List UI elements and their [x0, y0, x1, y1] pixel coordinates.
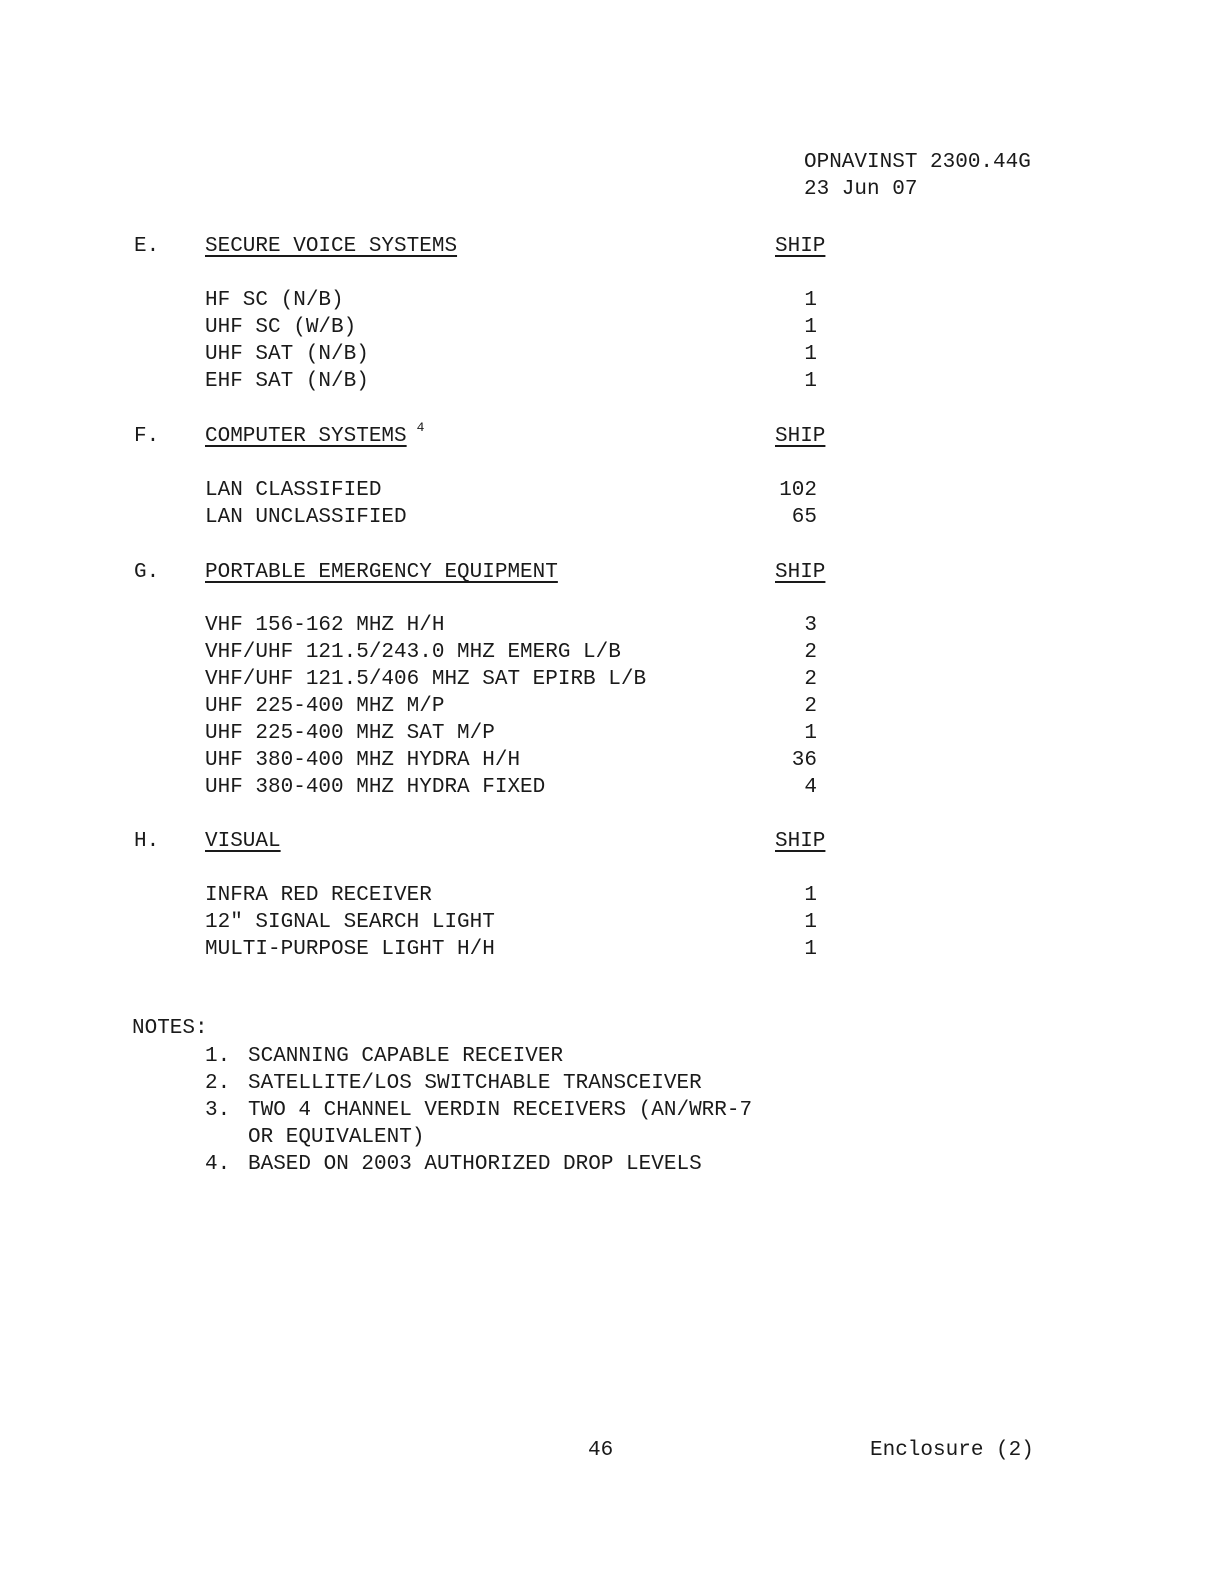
item-qty: 4: [804, 776, 817, 799]
item-qty: 2: [804, 641, 817, 664]
item-qty: 3: [804, 614, 817, 637]
item-qty: 1: [804, 370, 817, 393]
item-name: UHF SAT (N/B): [205, 343, 369, 366]
section-title: PORTABLE EMERGENCY EQUIPMENT: [205, 561, 558, 584]
doc-date: 23 Jun 07: [804, 178, 918, 201]
item-name: INFRA RED RECEIVER: [205, 884, 432, 907]
item-name: LAN CLASSIFIED: [205, 479, 382, 502]
item-name: UHF 380-400 MHZ HYDRA FIXED: [205, 776, 546, 799]
item-qty: 1: [804, 289, 817, 312]
section-letter: F.: [134, 425, 160, 448]
note-number: 2.: [205, 1072, 231, 1095]
column-header: SHIP: [775, 425, 826, 448]
item-name: UHF 225-400 MHZ SAT M/P: [205, 722, 495, 745]
item-qty: 1: [804, 938, 817, 961]
item-qty: 1: [804, 722, 817, 745]
footnote-marker: 4: [416, 420, 425, 435]
section-letter: E.: [134, 235, 160, 258]
item-name: HF SC (N/B): [205, 289, 344, 312]
item-name: VHF/UHF 121.5/406 MHZ SAT EPIRB L/B: [205, 668, 647, 691]
item-qty: 102: [779, 479, 817, 502]
section-title: COMPUTER SYSTEMS: [205, 425, 407, 448]
column-header: SHIP: [775, 830, 826, 853]
item-name: VHF/UHF 121.5/243.0 MHZ EMERG L/B: [205, 641, 621, 664]
page-number: 46: [588, 1439, 614, 1462]
section-letter: G.: [134, 561, 160, 584]
item-name: UHF 380-400 MHZ HYDRA H/H: [205, 749, 521, 772]
note-number: 1.: [205, 1045, 231, 1068]
item-qty: 36: [791, 749, 817, 772]
item-name: VHF 156-162 MHZ H/H: [205, 614, 445, 637]
item-name: UHF 225-400 MHZ M/P: [205, 695, 445, 718]
note-number: 3.: [205, 1099, 231, 1122]
section-title-wrap: [205, 420, 425, 451]
item-qty: 1: [804, 343, 817, 366]
item-qty: 1: [804, 316, 817, 339]
item-name: UHF SC (W/B): [205, 316, 357, 339]
note-text: TWO 4 CHANNEL VERDIN RECEIVERS (AN/WRR-7: [248, 1099, 753, 1122]
notes-heading: NOTES:: [132, 1017, 208, 1040]
note-number: 4.: [205, 1153, 231, 1176]
item-name: 12″ SIGNAL SEARCH LIGHT: [205, 911, 495, 934]
item-qty: 1: [804, 911, 817, 934]
section-title: SECURE VOICE SYSTEMS: [205, 235, 458, 258]
column-header: SHIP: [775, 235, 826, 258]
item-name: EHF SAT (N/B): [205, 370, 369, 393]
item-qty: 1: [804, 884, 817, 907]
note-text-continued: OR EQUIVALENT): [248, 1126, 425, 1149]
note-text: BASED ON 2003 AUTHORIZED DROP LEVELS: [248, 1153, 702, 1176]
note-text: SATELLITE/LOS SWITCHABLE TRANSCEIVER: [248, 1072, 702, 1095]
item-name: MULTI-PURPOSE LIGHT H/H: [205, 938, 495, 961]
item-qty: 65: [791, 506, 817, 529]
section-title: VISUAL: [205, 830, 281, 853]
section-letter: H.: [134, 830, 160, 853]
item-name: LAN UNCLASSIFIED: [205, 506, 407, 529]
note-text: SCANNING CAPABLE RECEIVER: [248, 1045, 564, 1068]
enclosure-label: Enclosure (2): [870, 1439, 1034, 1462]
doc-id: OPNAVINST 2300.44G: [804, 151, 1031, 174]
item-qty: 2: [804, 668, 817, 691]
column-header: SHIP: [775, 561, 826, 584]
item-qty: 2: [804, 695, 817, 718]
